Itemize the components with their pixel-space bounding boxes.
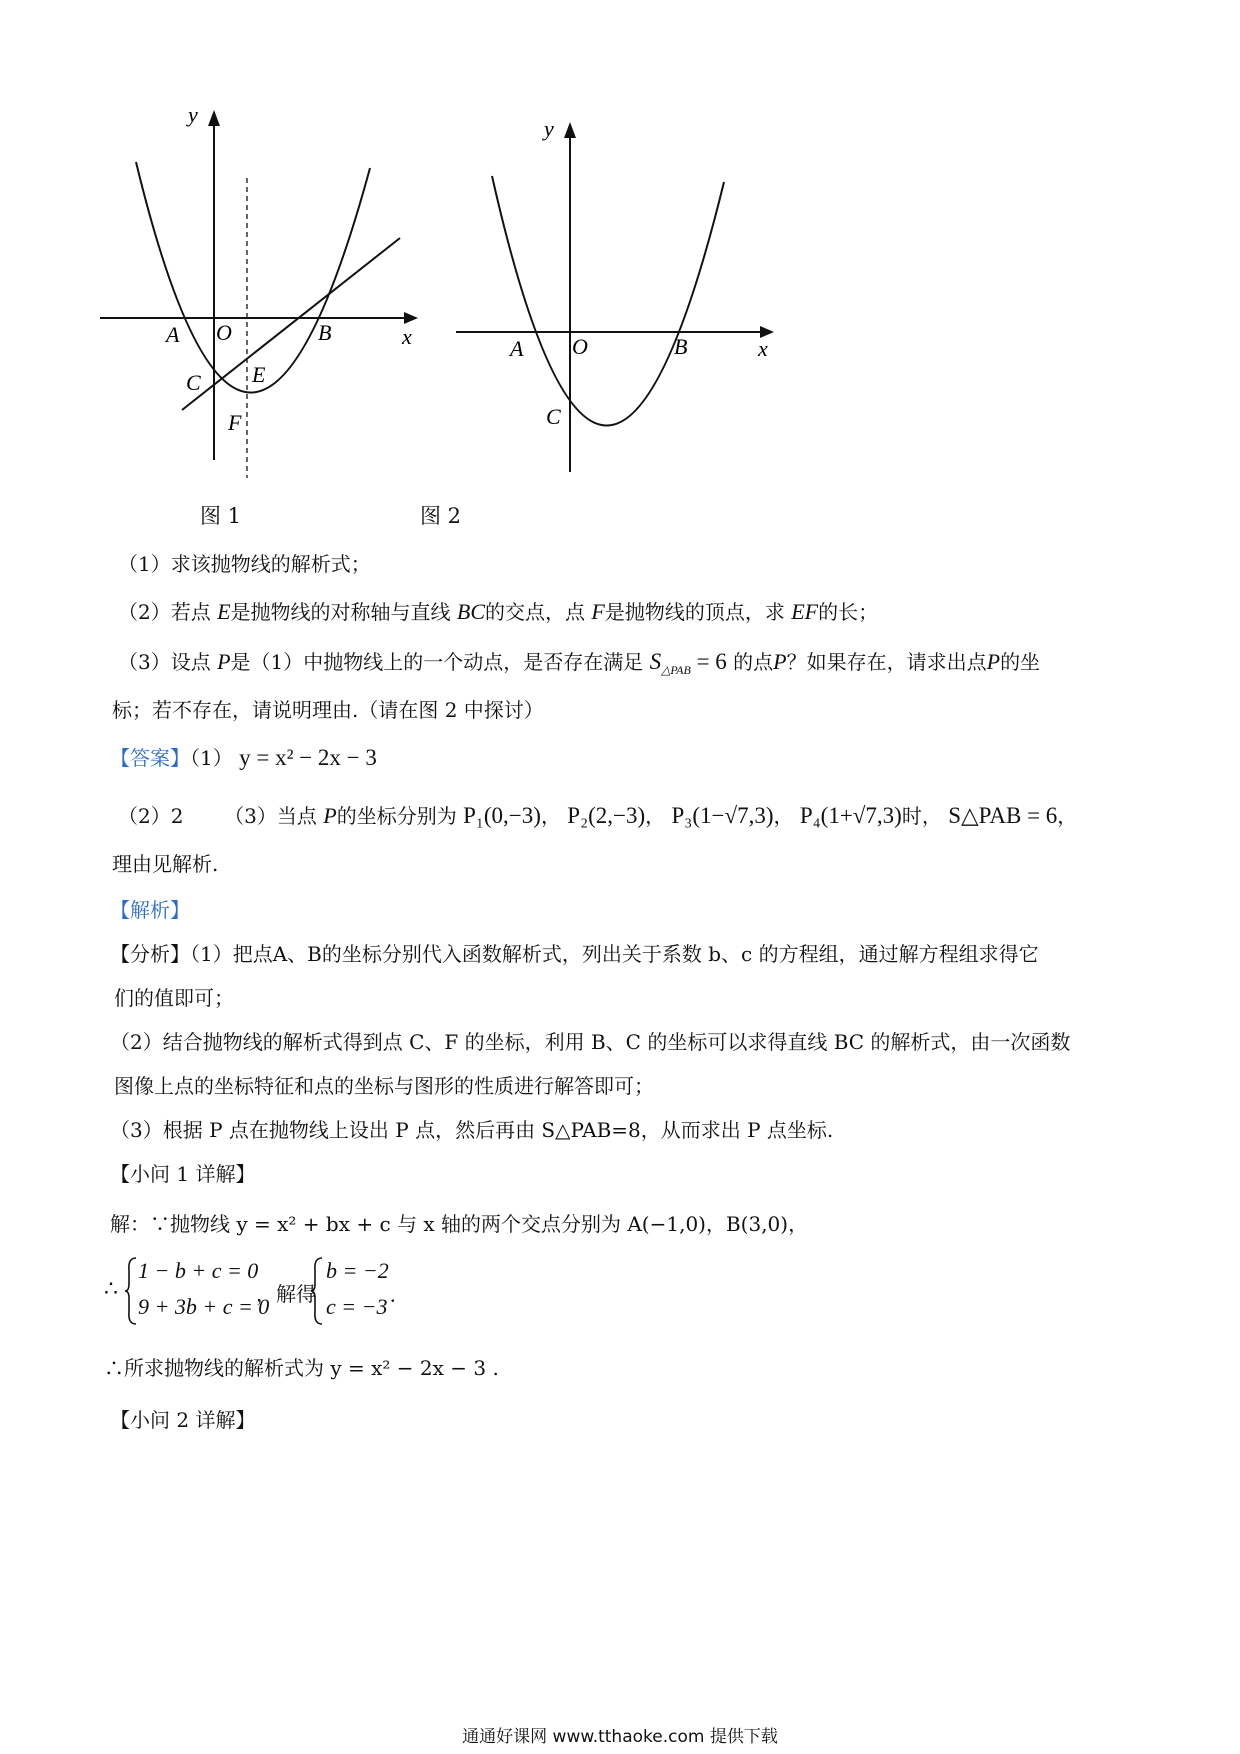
answer-point-p3: P₃(1−√7,3) <box>671 803 774 828</box>
figure-1 <box>98 100 428 490</box>
fig1-label-C: C <box>186 370 201 395</box>
question-3-line-2: 标；若不存在，请说明理由.（请在图 2 中探讨） <box>112 698 544 722</box>
sub-question-2-tag: 【小问 2 详解】 <box>110 1408 256 1432</box>
figure-1-graph <box>98 100 428 490</box>
q2-point-f: F <box>591 599 605 624</box>
answer-3-area: S△PAB = 6 <box>948 803 1058 828</box>
q2-text-b: 是抛物线的对称轴与直线 <box>230 600 451 624</box>
answer-line-1 <box>110 742 377 771</box>
q2-segment-ef: EF <box>791 599 819 624</box>
q3-area-s: S <box>649 649 662 674</box>
answer-3-pre: （3）当点 <box>224 804 317 828</box>
system1-row1: 1 − b + c = 0 <box>138 1258 259 1283</box>
fenxi-tag: 【分析】 <box>110 942 190 966</box>
question-3 <box>118 646 1040 678</box>
q3-point-p1: P <box>217 649 231 674</box>
answer-3-mid: 的坐标分别为 <box>336 804 457 828</box>
q2-text-e: 的长； <box>818 600 879 624</box>
analysis-f3: （3）根据 P 点在抛物线上设出 P 点，然后再由 S△PAB=8，从而求出 P 点坐标. <box>110 1118 834 1142</box>
answer-tag: 【答案】 <box>110 746 190 770</box>
page-footer: 通通好课网 www.tthaoke.com 提供下载 <box>462 1727 778 1747</box>
therefore-symbol: ∴ <box>104 1276 118 1301</box>
fig1-label-B: B <box>318 320 332 345</box>
figure-1-caption: 图 1 <box>200 504 242 528</box>
system-period: . <box>390 1282 396 1307</box>
q3-text-d: ？如果存在，请求出点 <box>786 650 987 674</box>
solution-line-3: ∴所求抛物线的解析式为 y = x² − 2x − 3 . <box>104 1356 499 1380</box>
fig2-label-A: A <box>510 336 524 361</box>
figure-2-caption: 图 2 <box>420 504 462 528</box>
solution-line-1: 解：∵抛物线 y = x² + bx + c 与 x 轴的两个交点分别为 A(−1,0)，B(3,0)， <box>110 1212 809 1236</box>
q3-text-c: 的点 <box>733 650 774 674</box>
q3-text-b: 是（1）中抛物线上的一个动点，是否存在满足 <box>230 650 644 674</box>
left-brace-2 <box>310 1256 324 1326</box>
answer-line-2: （2）2 （3）当点 P的坐标分别为 P₁(0,−3)， P₂(2,−3)， P₃(1−√7,3)， P₄(1+√7,3)时， S△PAB = 6， <box>118 803 1078 828</box>
q2-text-a: （2）若点 <box>118 600 211 624</box>
answer-1-num: （1） <box>190 746 233 770</box>
figure-2 <box>454 112 784 482</box>
q3-point-p2: P <box>773 649 787 674</box>
answer-3-p: P <box>323 803 337 828</box>
q3-area-eq: = 6 <box>690 649 727 674</box>
figure-2-graph <box>454 112 784 482</box>
answer-point-p2: P₂(2,−3) <box>567 803 646 828</box>
analysis-f2b: 图像上点的坐标特征和点的坐标与图形的性质进行解答即可； <box>114 1074 654 1098</box>
system2-row2: c = −3 <box>326 1294 388 1319</box>
system1-row2: 9 + 3b + c = 0 <box>138 1294 270 1319</box>
fig1-label-y: y <box>188 102 198 127</box>
analysis-f1b: 们的值即可； <box>114 986 234 1010</box>
answer-1-expr: y = x² − 2x − 3 <box>239 745 377 770</box>
left-brace-1 <box>124 1256 138 1326</box>
q3-text-e: 的坐 <box>1000 650 1041 674</box>
fig2-label-O: O <box>572 334 588 359</box>
question-1: （1）求该抛物线的解析式； <box>118 552 371 576</box>
fig1-label-O: O <box>216 320 232 345</box>
fig2-label-B: B <box>674 334 688 359</box>
answer-line-3: 理由见解析. <box>112 852 219 876</box>
q3-point-p3: P <box>986 649 1001 674</box>
q2-line-bc: BC <box>456 599 486 624</box>
jiede-text: ，解得 <box>256 1282 316 1306</box>
sub-question-1-tag: 【小问 1 详解】 <box>110 1162 256 1186</box>
answer-point-p1: P₁(0,−3) <box>463 803 541 828</box>
analysis-f1-text: （1）把点A、B的坐标分别代入函数解析式，列出关于系数 b、c 的方程组，通过解方程组求得它 <box>190 942 1039 966</box>
q3-area-expr <box>649 649 727 677</box>
q2-text-c: 的交点，点 <box>485 600 586 624</box>
q3-text-a: （3）设点 <box>118 650 211 674</box>
fig2-label-x: x <box>758 336 768 361</box>
fig2-label-C: C <box>546 404 561 429</box>
answer-3-when: 时， <box>901 804 942 828</box>
question-2 <box>118 596 878 625</box>
fig1-label-F: F <box>228 410 242 435</box>
fig2-label-y: y <box>544 116 554 141</box>
answer-3-end: ， <box>1057 804 1078 828</box>
answer-2: （2）2 <box>118 804 184 828</box>
q3-area-sub: △PAB <box>661 663 691 677</box>
answer-point-p4: P₄(1+√7,3) <box>799 803 902 828</box>
q2-point-e: E <box>217 599 231 624</box>
fig1-label-x: x <box>402 324 412 349</box>
fig1-label-A: A <box>166 322 180 347</box>
analysis-tag: 【解析】 <box>110 898 190 922</box>
fig1-label-E: E <box>252 362 266 387</box>
q2-text-d: 是抛物线的顶点，求 <box>604 600 785 624</box>
system2-row1: b = −2 <box>326 1258 389 1283</box>
analysis-f2: （2）结合抛物线的解析式得到点 C、F 的坐标，利用 B、C 的坐标可以求得直线 BC 的解析式，由一次函数 <box>110 1030 1071 1054</box>
analysis-f1 <box>110 938 1039 967</box>
